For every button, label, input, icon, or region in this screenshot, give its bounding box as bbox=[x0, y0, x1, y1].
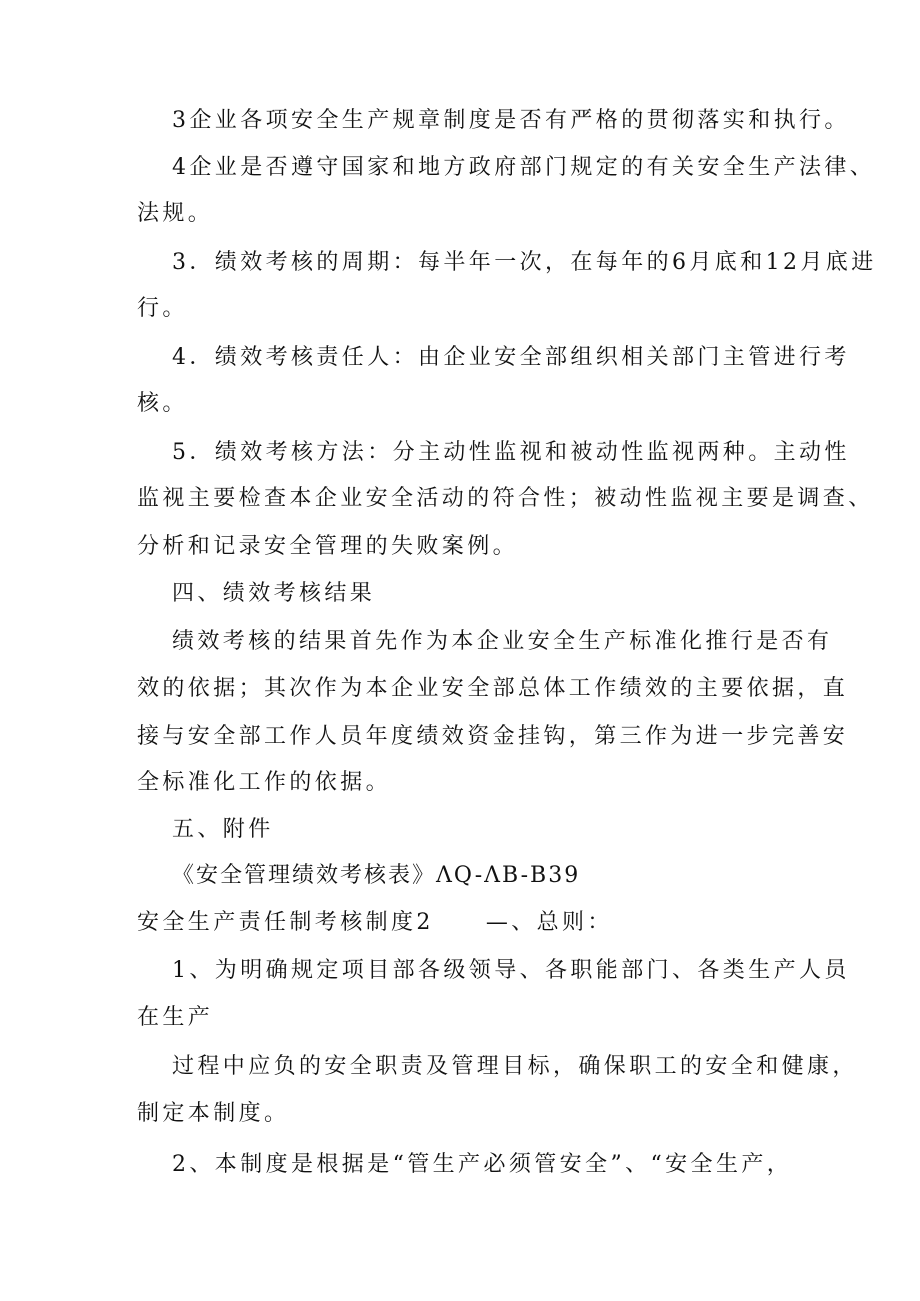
text-line: 1、为明确规定项目部各级领导、各职能部门、各类生产人员 bbox=[172, 958, 850, 983]
attachment-line: 《安全管理绩效考核表》ΛQ-ΛB-B39 bbox=[172, 863, 581, 888]
section-heading: —、总则： bbox=[485, 910, 613, 935]
text-line: 4．绩效考核责任人：由企业安全部组织相关部门主管进行考 bbox=[172, 345, 850, 370]
text-line: 效的依据；其次作为本企业安全部总体工作绩效的主要依据，直 bbox=[137, 676, 849, 701]
text-line: 核。 bbox=[137, 391, 188, 416]
text-line: 2、本制度是根据是“管生产必须管安全”、“安全生产， bbox=[172, 1152, 793, 1177]
text-line: 分析和记录安全管理的失败案例。 bbox=[137, 534, 519, 559]
text-line: 3．绩效考核的周期：每半年一次，在每年的6月底和12月底进 bbox=[172, 250, 877, 275]
text-line: 法规。 bbox=[137, 201, 214, 226]
text-line: 全标准化工作的依据。 bbox=[137, 770, 392, 795]
text-line: 制定本制度。 bbox=[137, 1101, 290, 1126]
text-line: 接与安全部工作人员年度绩效资金挂钩，第三作为进一步完善安 bbox=[137, 724, 849, 749]
text-line: 4企业是否遵守国家和地方政府部门规定的有关安全生产法律、 bbox=[172, 155, 876, 180]
text-line bbox=[137, 908, 613, 938]
text-line: 绩效考核的结果首先作为本企业安全生产标准化推行是否有 bbox=[172, 629, 833, 654]
section-heading: 五、附件 bbox=[172, 817, 274, 842]
text-line: 过程中应负的安全职责及管理目标，确保职工的安全和健康， bbox=[172, 1054, 858, 1079]
text-line: 行。 bbox=[137, 296, 188, 321]
text-line: 监视主要检查本企业安全活动的符合性；被动性监视主要是调查、 bbox=[137, 486, 874, 511]
section-heading: 四、绩效考核结果 bbox=[172, 581, 376, 606]
text-line: 5．绩效考核方法：分主动性监视和被动性监视两种。主动性 bbox=[172, 440, 850, 465]
text-line: 3企业各项安全生产规章制度是否有严格的贯彻落实和执行。 bbox=[172, 108, 850, 133]
text-line: 在生产 bbox=[137, 1005, 214, 1030]
title-text: 安全生产责任制考核制度2 bbox=[137, 910, 434, 935]
